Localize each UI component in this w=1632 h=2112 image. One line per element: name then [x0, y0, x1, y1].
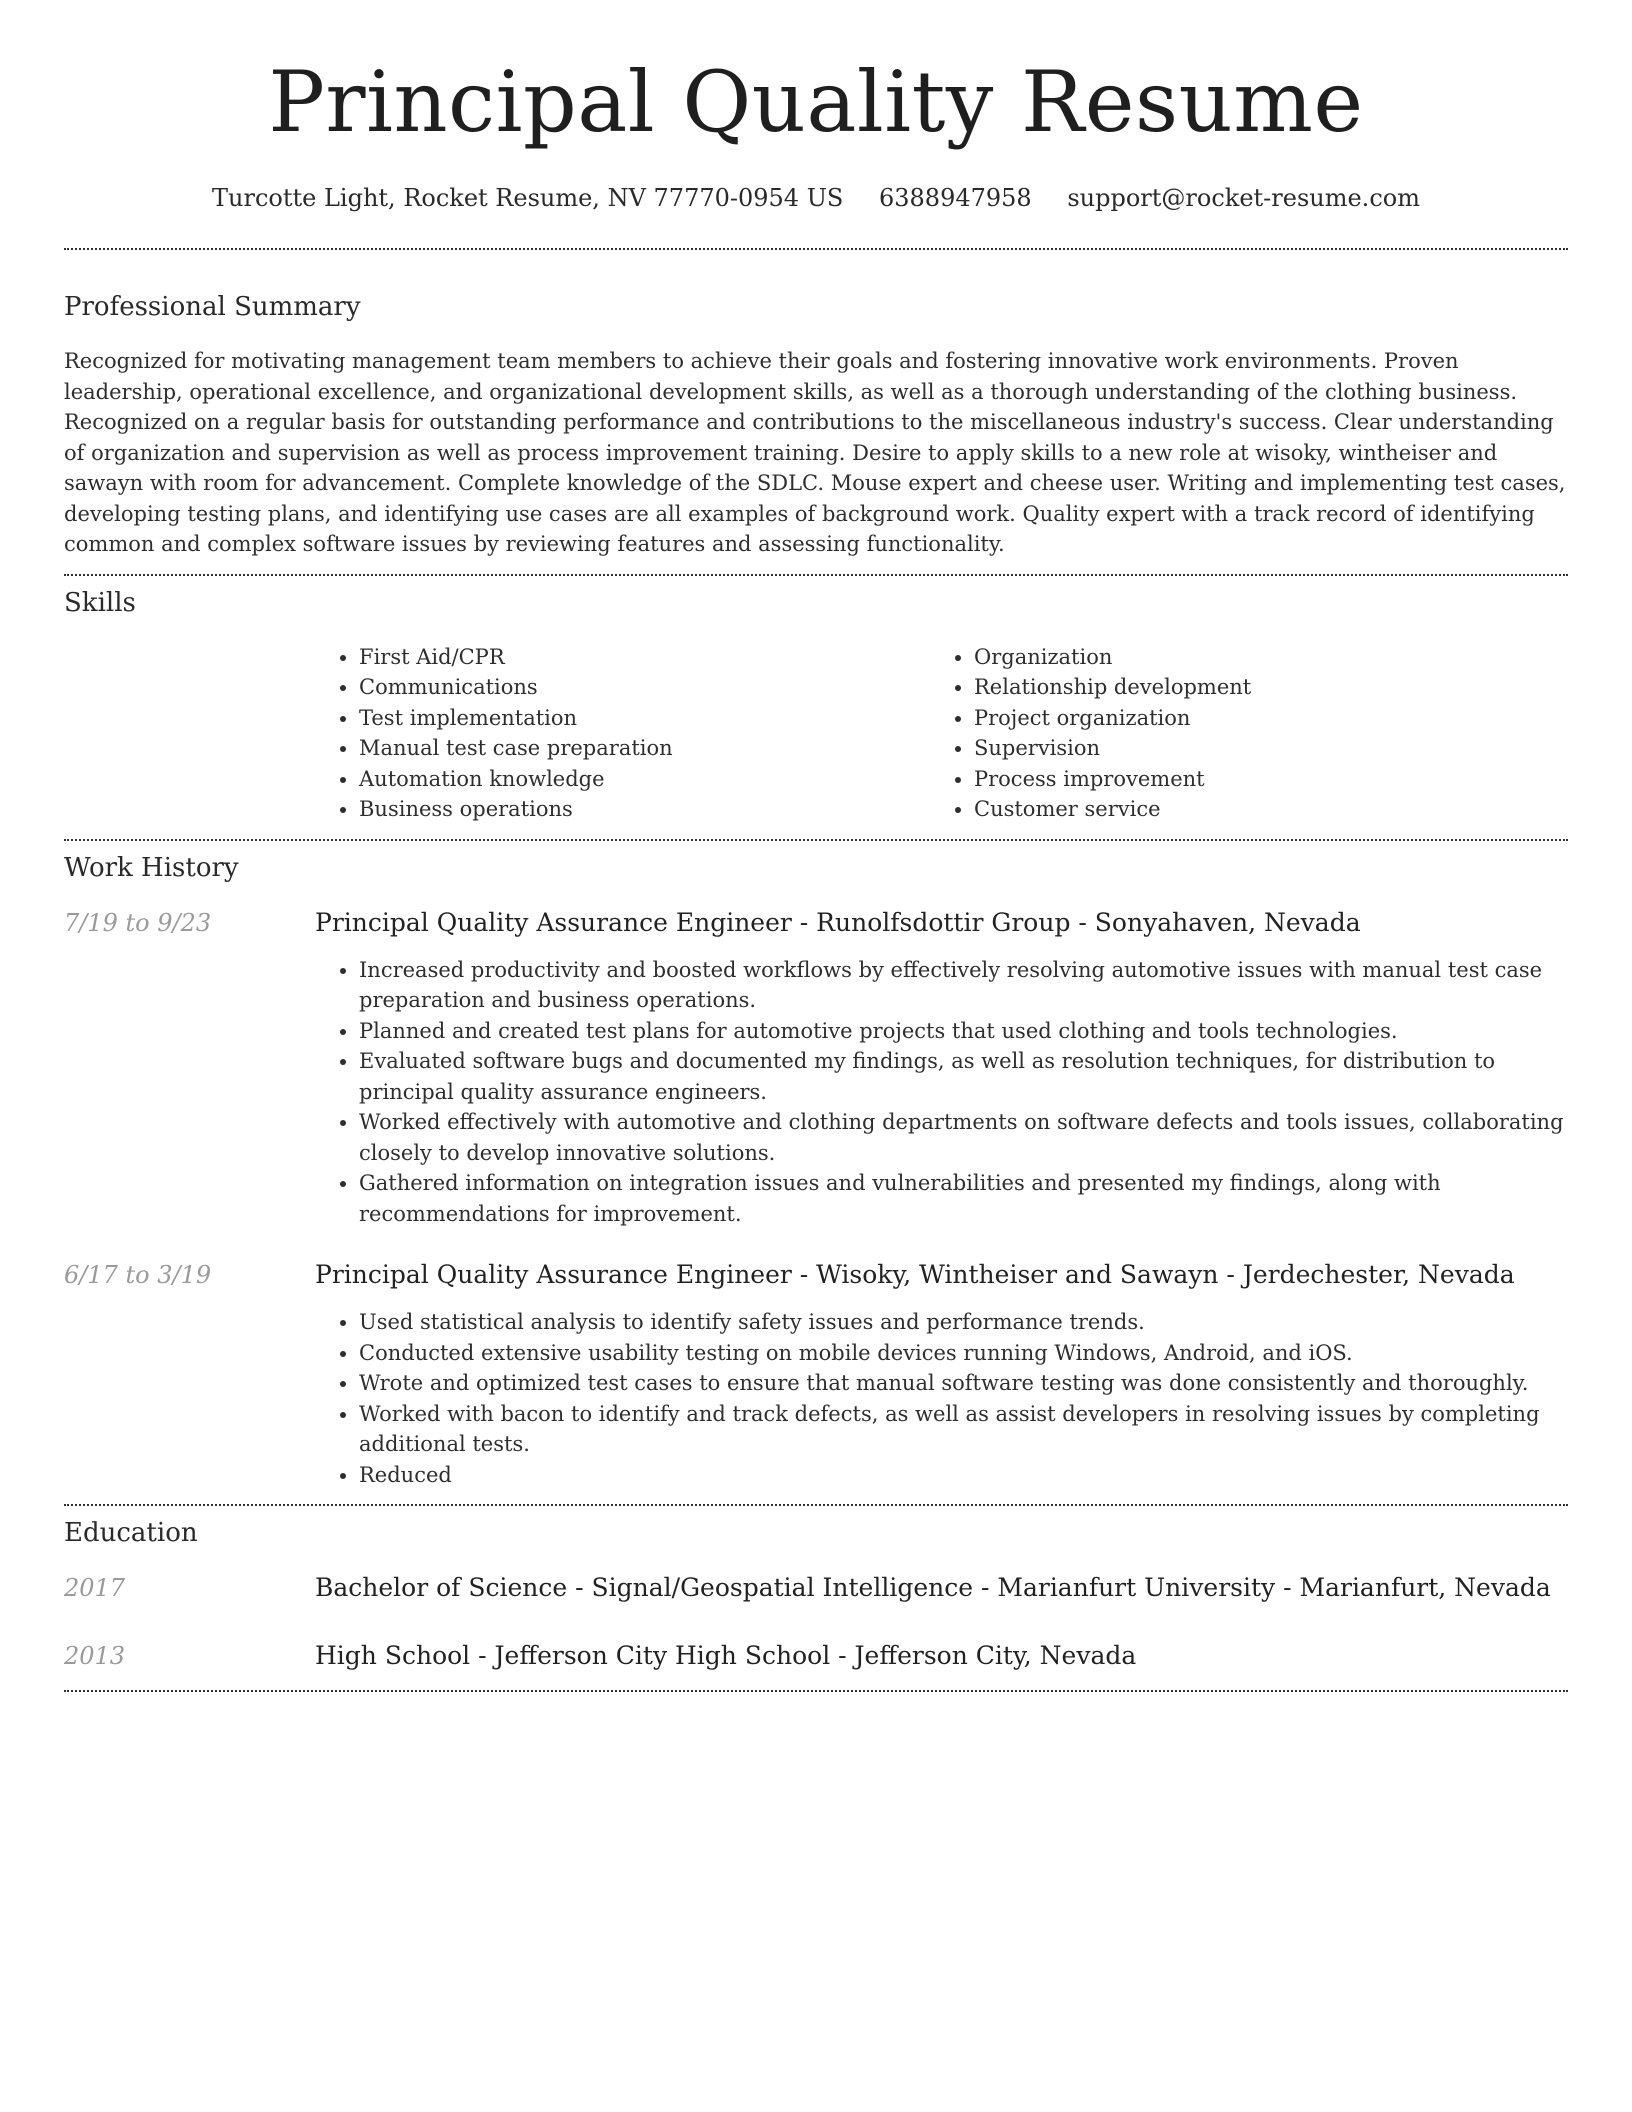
skill-item: • Communications — [359, 672, 930, 703]
job-bullets — [315, 955, 1568, 1230]
job-header — [64, 1259, 1568, 1291]
skills-grid — [315, 642, 1568, 825]
contact-line — [64, 182, 1568, 214]
skill-item: • Project organization — [974, 703, 1545, 734]
job-header — [64, 907, 1568, 939]
skills-list-left — [315, 642, 930, 825]
skills-heading: Skills — [64, 587, 136, 618]
job-dates: 6/17 to 3/19 — [64, 1261, 212, 1289]
education-entry — [64, 1572, 1568, 1604]
skill-item: • Relationship development — [974, 672, 1545, 703]
education-entry — [64, 1640, 1568, 1672]
skill-item: • Supervision — [974, 733, 1545, 764]
education-text: High School - Jefferson City High School - Jefferson City, Nevada — [315, 1641, 1137, 1670]
summary-text: Recognized for motivating management team members to achieve their goals and fostering innovative work environments. Proven leadership, operational excellence, and organizational development skills, as well as a thorough understanding of the clothing business. Recognized on a regular basis for outstanding performance and contributions to the miscellaneous industry's success. Clear understanding of organization and supervision as well as process improvement training. Desire to apply skills to a new role at wisoky, wintheiser and sawayn with room for advancement. Complete knowledge of the SDLC. Mouse expert and cheese user. Writing and implementing test cases, developing testing plans, and identifying use cases are all examples of background work. Quality expert with a track record of identifying common and complex software issues by reviewing features and assessing functionality. — [64, 349, 1566, 556]
resume-title: Principal Quality Resume — [268, 53, 1364, 151]
summary-heading: Professional Summary — [64, 292, 361, 322]
job-dates: 7/19 to 9/23 — [64, 908, 212, 937]
divider — [64, 574, 1568, 576]
skill-item: • Test implementation — [359, 703, 930, 734]
job-bullet: • Planned and created test plans for automotive projects that used clothing and tools technologies. — [359, 1016, 1568, 1047]
skill-item: • Business operations — [359, 794, 930, 825]
job-bullet: • Worked effectively with automotive and clothing departments on software defects and tools issues, collaborating closely to develop innovative solutions. — [359, 1107, 1568, 1168]
education-text: Bachelor of Science - Signal/Geospatial Intelligence - Marianfurt University - Marianfurt, Nevada — [315, 1573, 1551, 1602]
skill-item: • Customer service — [974, 794, 1545, 825]
skill-item: • Organization — [974, 642, 1545, 673]
job-entry — [64, 907, 1568, 1230]
job-bullet: • Gathered information on integration issues and vulnerabilities and presented my findings, along with recommendations for improvement. — [359, 1168, 1568, 1229]
skill-item: • Automation knowledge — [359, 764, 930, 795]
education-year: 2013 — [64, 1642, 126, 1670]
divider — [64, 248, 1568, 250]
job-bullet: • Evaluated software bugs and documented my findings, as well as resolution techniques, for distribution to principal quality assurance engineers. — [359, 1046, 1568, 1107]
skill-item: • First Aid/CPR — [359, 642, 930, 673]
skills-list-right — [930, 642, 1545, 825]
job-bullet: • Increased productivity and boosted workflows by effectively resolving automotive issues with manual test case preparation and business operations. — [359, 955, 1568, 1016]
job-bullets — [315, 1307, 1568, 1490]
divider — [64, 1504, 1568, 1506]
job-bullet: • Used statistical analysis to identify safety issues and performance trends. — [359, 1307, 1568, 1338]
divider — [64, 1690, 1568, 1692]
skills-column-right — [930, 642, 1545, 825]
job-title: Principal Quality Assurance Engineer - Runolfsdottir Group - Sonyahaven, Nevada — [315, 907, 1361, 937]
education-year: 2017 — [64, 1574, 126, 1602]
job-bullet: • Reduced — [359, 1460, 1568, 1491]
job-entry — [64, 1259, 1568, 1490]
divider — [64, 839, 1568, 841]
email[interactable]: support@rocket-resume.com — [1067, 184, 1420, 212]
skills-column-left — [315, 642, 930, 825]
job-bullet: • Conducted extensive usability testing on mobile devices running Windows, Android, and iOS. — [359, 1338, 1568, 1369]
work-heading: Work History — [64, 852, 239, 883]
education-heading: Education — [64, 1518, 198, 1548]
job-title: Principal Quality Assurance Engineer - Wisoky, Wintheiser and Sawayn - Jerdechester, Nevada — [315, 1260, 1515, 1289]
job-bullet: • Worked with bacon to identify and track defects, as well as assist developers in resolving issues by completing additional tests. — [359, 1399, 1568, 1460]
skill-item: • Process improvement — [974, 764, 1545, 795]
skill-item: • Manual test case preparation — [359, 733, 930, 764]
phone: 6388947958 — [879, 184, 1032, 212]
address: Turcotte Light, Rocket Resume, NV 77770-0954 US — [212, 184, 844, 212]
job-bullet: • Wrote and optimized test cases to ensure that manual software testing was done consistently and thoroughly. — [359, 1368, 1568, 1399]
